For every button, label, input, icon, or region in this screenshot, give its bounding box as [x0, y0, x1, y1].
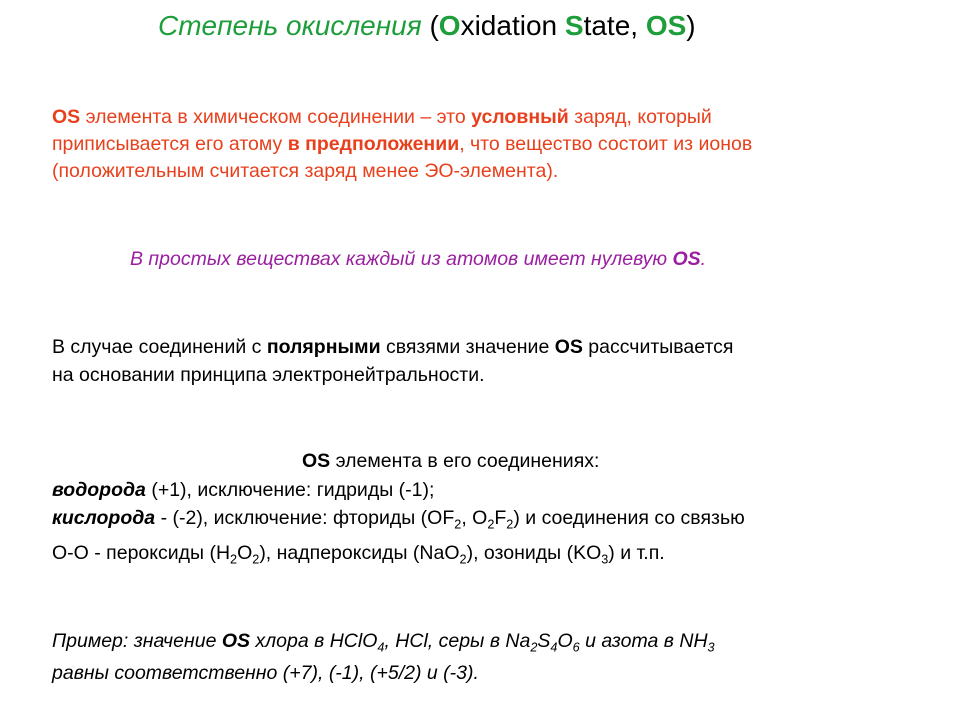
title-xidation: xidation: [460, 10, 565, 41]
polar-bold: полярными: [266, 336, 381, 358]
polar-text-2: связями значение: [380, 336, 555, 358]
elements-heading: [302, 450, 599, 473]
peroxides-text-3: ), надпероксиды (NaO: [259, 542, 460, 564]
definition-line-1: [52, 106, 712, 129]
hydrogen-line: [52, 479, 434, 502]
example-line-2: [52, 662, 479, 685]
example-text-3: , HCl, серы в Na: [384, 630, 531, 652]
definition-text-2: заряд, который: [568, 106, 712, 128]
peroxides-text-5: ) и т.п.: [608, 542, 665, 564]
title-open: (: [421, 10, 439, 41]
simple-text: В простых веществах каждый из атомов имеет нулевую: [130, 248, 673, 270]
title-tate: tate,: [583, 10, 646, 41]
example-text-4: S: [537, 630, 551, 652]
example-text-5: O: [557, 630, 573, 652]
simple-end: .: [700, 248, 707, 270]
peroxides-sub-4: 3: [601, 552, 609, 567]
oxygen-text-4: ) и соединения со связью: [513, 507, 745, 529]
peroxides-line: [52, 542, 665, 565]
example-sub-3: 4: [550, 640, 558, 655]
definition-line-2: [52, 133, 752, 156]
definition-text-5: (положительным считается заряд менее ЭО-элемента).: [52, 160, 559, 182]
title-o-letter: O: [438, 10, 461, 41]
definition-bold-assumption: в предположении: [287, 133, 460, 155]
definition-text-3: приписывается его атому: [52, 133, 288, 155]
polar-text-3: рассчитывается: [582, 336, 734, 358]
polar-text-1: В случае соединений с: [52, 336, 267, 358]
example-sub-5: 3: [707, 640, 715, 655]
example-text-2: хлора в HClO: [250, 630, 378, 652]
polar-line-2: [52, 364, 485, 387]
oxygen-sub-3: 2: [506, 517, 514, 532]
peroxides-sub-3: 2: [459, 552, 467, 567]
definition-line-3: [52, 160, 558, 183]
polar-os: OS: [554, 336, 583, 358]
title-s-letter: S: [564, 10, 584, 41]
oxygen-line: [52, 507, 745, 530]
hydrogen-label: водорода: [52, 479, 146, 501]
hydrogen-text: (+1), исключение: гидриды (-1);: [145, 479, 435, 501]
definition-text-1: элемента в химическом соединении – это: [80, 106, 472, 128]
polar-text-4: на основании принципа электронейтральности.: [52, 364, 485, 386]
definition-os: OS: [52, 106, 81, 128]
simple-os: OS: [672, 248, 701, 270]
title-close: ): [686, 10, 696, 41]
peroxides-text-2: O: [237, 542, 253, 564]
example-sub-4: 6: [572, 640, 580, 655]
peroxides-sub-2: 2: [252, 552, 260, 567]
oxygen-text-3: F: [494, 507, 507, 529]
elements-heading-os: OS: [302, 450, 331, 472]
example-sub-1: 4: [377, 640, 385, 655]
definition-bold-conditional: условный: [471, 106, 569, 128]
example-text-6: и азота в NH: [579, 630, 708, 652]
example-text-1: Пример: значение: [52, 630, 222, 652]
slide-title: [158, 10, 696, 42]
example-sub-2: 2: [530, 640, 538, 655]
peroxides-text-1: O-O - пероксиды (H: [52, 542, 231, 564]
peroxides-sub-1: 2: [230, 552, 238, 567]
example-text-7: равны соответственно (+7), (-1), (+5/2) и (-3).: [52, 662, 479, 684]
definition-text-4: , что вещество состоит из ионов: [459, 133, 753, 155]
example-line-1: [52, 630, 715, 653]
simple-substances-line: [130, 248, 706, 271]
oxygen-sub-1: 2: [454, 517, 462, 532]
oxygen-text-2: , O: [461, 507, 488, 529]
elements-heading-text: элемента в его соединениях:: [330, 450, 600, 472]
oxygen-sub-2: 2: [487, 517, 495, 532]
oxygen-label: кислорода: [52, 507, 156, 529]
peroxides-text-4: ), озониды (KO: [466, 542, 602, 564]
title-ru: Степень окисления: [158, 10, 422, 41]
polar-line-1: [52, 336, 733, 359]
example-os: OS: [221, 630, 251, 652]
oxygen-text-1: - (-2), исключение: фториды (OF: [155, 507, 455, 529]
title-os: OS: [645, 10, 687, 41]
